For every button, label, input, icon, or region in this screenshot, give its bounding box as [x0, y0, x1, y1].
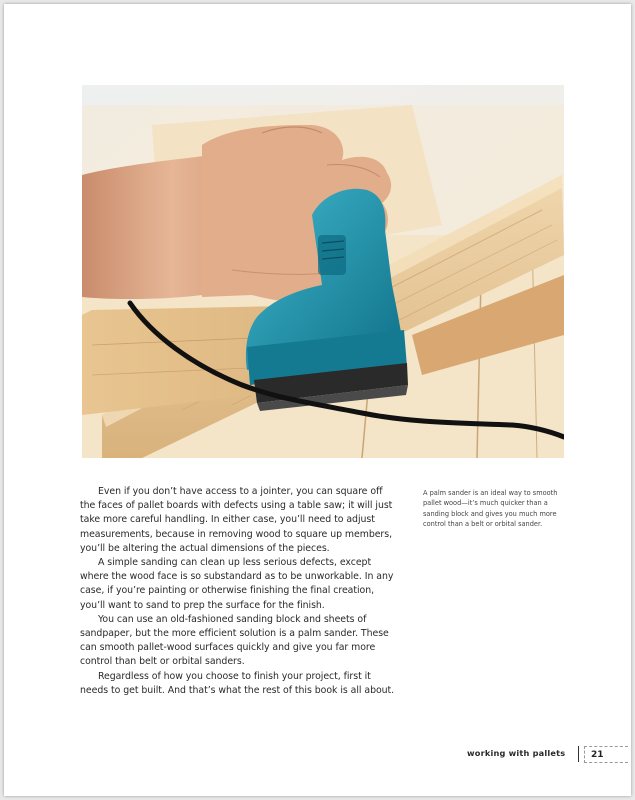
palm-sander-photo: [82, 85, 564, 458]
paragraph: You can use an old-fashioned sanding block and sheets of sandpaper, but the more efficient solution is a palm sander. These can smooth pallet-wood surfaces quickly and give you far more control than belt or orbital sanders.: [80, 613, 389, 668]
photo-illustration: [82, 85, 564, 458]
page-number: 21: [584, 746, 628, 763]
paragraph: Regardless of how you choose to finish your project, first it needs to get built. And that’s what the rest of this book is all about.: [80, 670, 395, 696]
book-page: [4, 4, 631, 796]
body-text: [80, 485, 398, 698]
running-footer: working with pallets: [467, 748, 566, 758]
footer-divider: [578, 746, 579, 762]
photo-caption: A palm sander is an ideal way to smooth pallet wood—it’s much quicker than a sanding block and gives you much more control than a belt or orbital sander.: [423, 489, 558, 529]
paragraph: Even if you don’t have access to a jointer, you can square off the faces of pallet boards with defects using a table saw; it will just take more careful handling. In either case, you’ll need to adjust measurements, because in removing wood to square up members, you’ll be altering the actual dimensions of the pieces.: [80, 486, 393, 554]
paragraph: A simple sanding can clean up less serious defects, except where the wood face is so substandard as to be unworkable. In any case, if you’re painting or otherwise finishing the final creation, you’ll want to sand to prep the surface for the finish.: [80, 557, 394, 611]
